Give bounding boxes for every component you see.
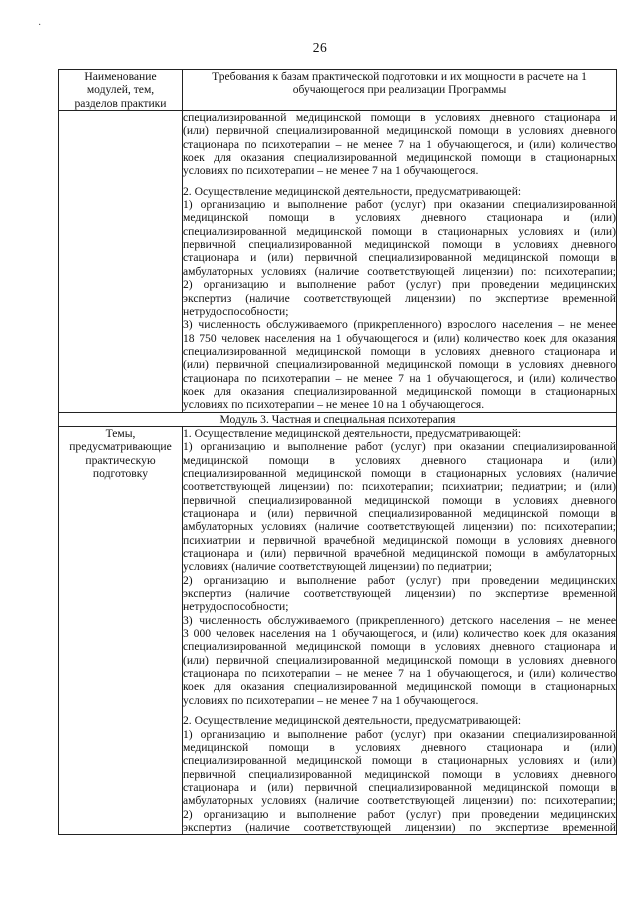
requirements-block-2 [183, 185, 616, 412]
header-requirements [183, 70, 617, 111]
topics-label [59, 426, 183, 834]
text-line: стационара и (или) первичной специализированной медицинской помощи в [183, 780, 616, 794]
text-line: 1) организацию и выполнение работ (услуг) при оказании специализированной [183, 198, 616, 212]
text-line: медицинской помощи в условиях дневного стационара и (или) [183, 211, 616, 225]
text-line: условиях (наличие соответствующей лицензии) по педиатрии; [183, 560, 492, 574]
text-line: 3) численность обслуживаемого (прикрепленного) детского населения – не менее [183, 613, 616, 627]
requirements-cell [183, 426, 617, 834]
text-line: условиях по психотерапии – не менее 7 на 1 обучающегося. [183, 164, 479, 178]
text-line: первичной специализированной медицинской помощи в условиях дневного [183, 238, 616, 252]
text-line: специализированной медицинской помощи в стационарных условиях и (или) [183, 224, 616, 238]
label-line: Темы, [105, 426, 136, 440]
text-line: (или) первичной специализированной медицинской помощи в условиях дневного [183, 653, 616, 667]
header-line: обучающегося при реализации Программы [292, 83, 507, 97]
text-line: первичной специализированной медицинской помощи в условиях дневного [183, 767, 616, 781]
label-line: практическую [85, 453, 156, 467]
empty-cell [59, 111, 183, 413]
text-line: коек для оказания специализированной медицинской помощи в стационарных [183, 151, 616, 165]
text-line: стационара и (или) первичной специализированной медицинской помощи в [183, 251, 616, 265]
text-line: 2) организацию и выполнение работ (услуг) при проведении медицинских [183, 278, 616, 292]
text-line: специализированной медицинской помощи в условиях дневного стационара и [183, 344, 616, 358]
text-line: условиях по психотерапии – не менее 7 на 1 обучающегося. [183, 693, 479, 707]
module3-block-1 [183, 427, 616, 707]
text-line: условиях по психотерапии – не менее 10 на 1 обучающегося. [183, 398, 485, 412]
label-line: подготовку [92, 466, 149, 480]
header-line: модулей, тем, [86, 83, 155, 97]
text-line: специализированной медицинской помощи в стационарных условиях и (или) [183, 754, 616, 768]
label-line: предусматривающие [69, 440, 172, 454]
text-line: стационара и (или) первичной врачебной медицинской помощи в амбулаторных [183, 547, 616, 561]
text-line: (или) первичной специализированной медицинской помощи в условиях дневного [183, 124, 616, 138]
module-title: Модуль 3. Частная и специальная психотерапия [59, 412, 617, 426]
text-line: нетрудоспособности; [183, 600, 289, 614]
module3-block-2 [183, 714, 616, 834]
requirements-cell [183, 111, 617, 413]
text-line: стационара по психотерапии – не менее 7 на 1 обучающегося, и (или) количество [183, 667, 616, 681]
text-line: (или) первичной специализированной медицинской помощи в условиях дневного [183, 358, 616, 372]
text-line: специализированной медицинской помощи в условиях дневного стационара и [183, 640, 616, 654]
text-line: специализированной медицинской помощи в стационарных условиях (наличие [183, 466, 616, 480]
text-line: экспертиз (наличие соответствующей лицензии) по экспертизе временной [183, 820, 616, 834]
text-line: 1. Осуществление медицинской деятельности, предусматривающей: [183, 426, 522, 440]
scan-mark: · [38, 20, 42, 31]
text-line: 1) организацию и выполнение работ (услуг) при оказании специализированной [183, 727, 616, 741]
table-row [59, 426, 617, 834]
text-line: медицинской помощи в условиях дневного стационара и (или) [183, 740, 616, 754]
requirements-table [58, 69, 617, 835]
header-line: разделов практики [74, 96, 167, 110]
text-line: 2. Осуществление медицинской деятельности, предусматривающей: [183, 714, 522, 728]
text-line: 2) организацию и выполнение работ (услуг) при проведении медицинских [183, 573, 616, 587]
text-line: 3 000 человек населения на 1 обучающегося, и (или) количество коек для оказания [183, 627, 616, 641]
header-modules [59, 70, 183, 111]
module-title-row [59, 412, 617, 426]
text-line: медицинской помощи в условиях дневного стационара и (или) [183, 453, 616, 467]
header-line: Требования к базам практической подготовки и их мощности в расчете на 1 [212, 70, 587, 83]
text-line: 2) организацию и выполнение работ (услуг) при проведении медицинских [183, 807, 616, 821]
page-number: 26 [312, 40, 328, 55]
header-line: Наименование [84, 70, 157, 83]
text-line: специализированной медицинской помощи в условиях дневного стационара и [183, 111, 616, 125]
text-line: коек для оказания специализированной медицинской помощи в стационарных [183, 384, 616, 398]
text-line: 1) организацию и выполнение работ (услуг) при оказании специализированной [183, 440, 616, 454]
text-line: экспертиз (наличие соответствующей лицензии) по экспертизе временной [183, 587, 616, 601]
text-line: амбулаторных условиях (наличие соответствующей лицензии) по: психотерапии; [183, 264, 616, 278]
text-line: 18 750 человек населения на 1 обучающегося и (или) количество коек для оказания [183, 331, 616, 345]
text-line: 3) численность обслуживаемого (прикрепленного) взрослого населения – не менее [183, 318, 616, 332]
text-line: соответствующей лицензии) по: психотерапии; психиатрии; педиатрии; и (или) [183, 480, 616, 494]
text-line: стационара по психотерапии – не менее 7 на 1 обучающегося, и (или) количество [183, 371, 616, 385]
text-line: коек для оказания специализированной медицинской помощи в стационарных [183, 680, 616, 694]
text-line: амбулаторных условиях (наличие соответствующей лицензии) по: психотерапии; [183, 794, 616, 808]
text-line: стационара по психотерапии – не менее 7 на 1 обучающегося, и (или) количество [183, 137, 616, 151]
text-line: амбулаторных условиях (наличие соответствующей лицензии) по: психотерапии; [183, 520, 616, 534]
text-line: психиатрии и первичной врачебной медицинской помощи в условиях дневного [183, 533, 616, 547]
table-header-row [59, 70, 617, 111]
table-row [59, 111, 617, 413]
continuation-block [183, 111, 616, 178]
text-line: экспертиз (наличие соответствующей лицензии) по экспертизе временной [183, 291, 616, 305]
text-line: стационара и (или) первичной специализированной медицинской помощи в [183, 507, 616, 520]
text-line: 2. Осуществление медицинской деятельности, предусматривающей: [183, 184, 522, 198]
text-line: первичной специализированной медицинской помощи в условиях дневного [183, 493, 616, 507]
text-line: нетрудоспособности; [183, 304, 289, 318]
